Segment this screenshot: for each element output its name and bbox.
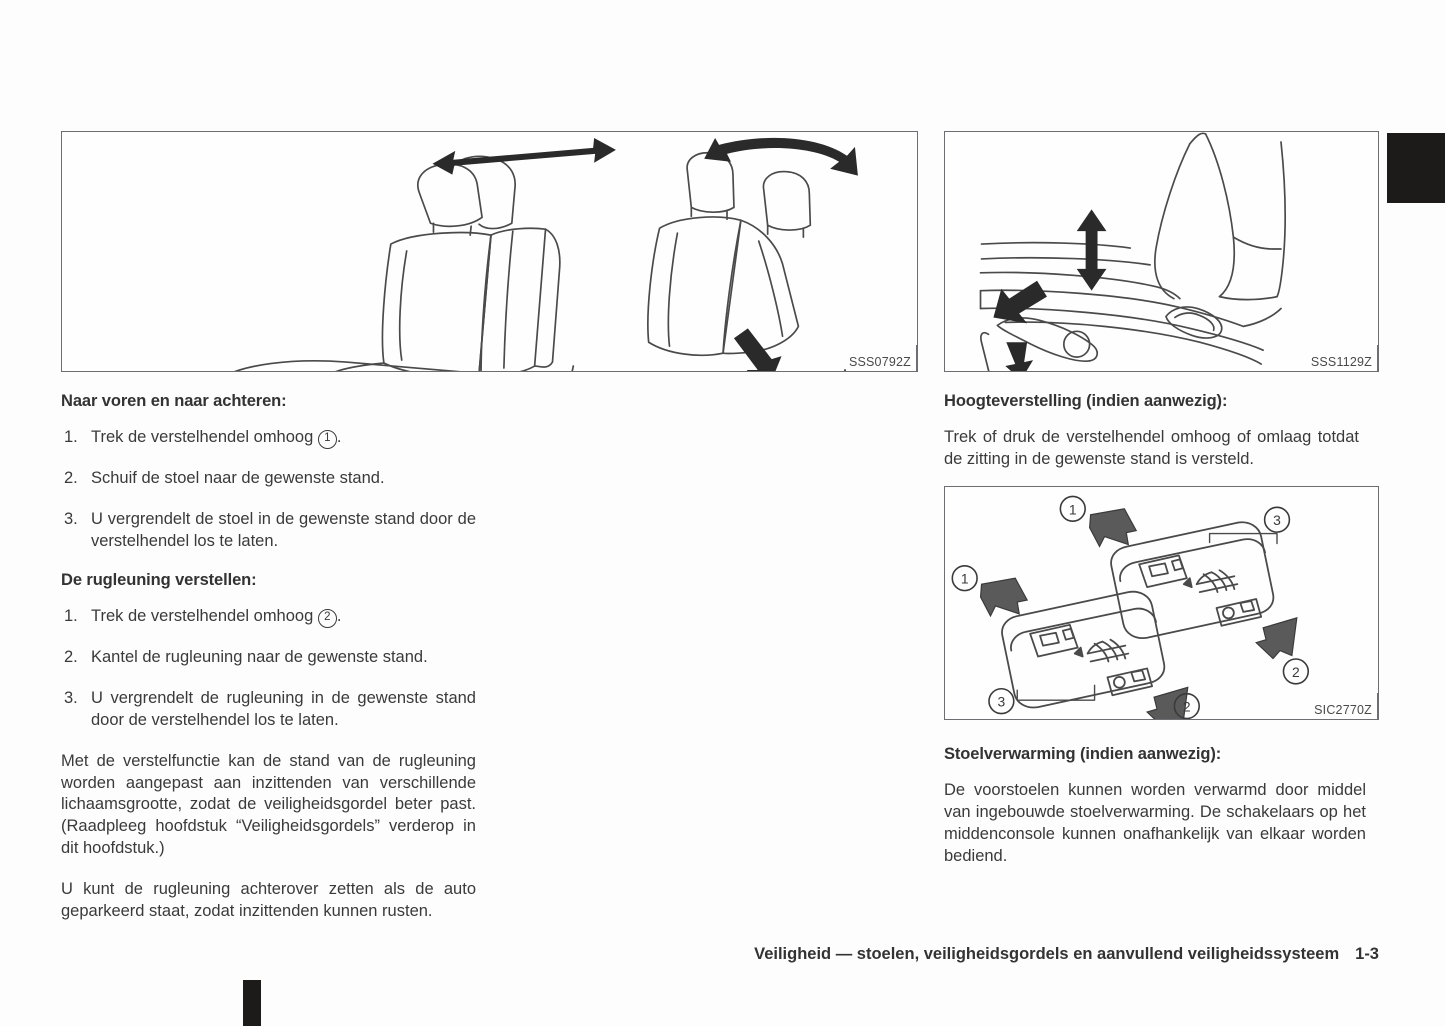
- left-text-column: [61, 392, 476, 923]
- paragraph-recline-explanation: Met de verstelfunctie kan de stand van de rugleuning worden aangepast aan inzittenden van verschillende lichaamsgrootte, zodat de veiligheidsgordel beter past. (Raadpleeg hoofdstuk “Veiligheidsgordels” verderop in dit hoofdstuk.): [61, 751, 476, 858]
- right-text-column-bottom: [944, 745, 1366, 868]
- list-item: [61, 427, 476, 449]
- list-item: [61, 647, 476, 669]
- figure-seat-height: [944, 131, 1379, 372]
- step-number: 2.: [64, 648, 78, 667]
- step-number: 1.: [64, 428, 78, 446]
- svg-text:1: 1: [1068, 501, 1077, 518]
- switch-lower: [1002, 592, 1164, 708]
- step-text: Schuif de stoel naar de gewenste stand.: [91, 469, 385, 487]
- arrow-slide-horizontal: [432, 138, 615, 175]
- arrow-upper-switch-1: [1090, 509, 1137, 547]
- steps-recline: [61, 606, 476, 731]
- figure-seat-heater-switches: [944, 486, 1379, 720]
- arrow-lever-down: [1005, 342, 1033, 371]
- step-text: U vergrendelt de rugleuning in de gewenste stand door de verstelhendel los te laten.: [91, 689, 476, 729]
- arrow-lower-switch-1: [981, 578, 1028, 616]
- step-number: 3.: [64, 689, 78, 708]
- list-item: [61, 509, 476, 553]
- step-text: U vergrendelt de stoel in de gewenste stand door de verstelhendel los te laten.: [91, 509, 476, 550]
- step-text: Trek de verstelhendel omhoog: [91, 428, 318, 446]
- callout-1-lower: [952, 566, 977, 591]
- list-item: [61, 468, 476, 490]
- figure-seat-adjustment: [61, 131, 918, 372]
- figure-code-divider: [1377, 693, 1379, 719]
- step-number: 1.: [64, 607, 78, 626]
- list-item: [61, 606, 476, 628]
- heading-recline: De rugleuning verstellen:: [61, 571, 257, 590]
- step-text-after: .: [336, 428, 342, 446]
- figure-code-divider: [916, 345, 918, 371]
- page-footer: [0, 945, 1379, 964]
- svg-text:1: 1: [960, 570, 969, 587]
- callout-3-lower: [989, 689, 1014, 714]
- heading-forward-backward: Naar voren en naar achteren:: [61, 392, 287, 410]
- arrow-upper-switch-2: [1256, 618, 1297, 659]
- arrow-recline-curved: [704, 138, 858, 176]
- paragraph-recline-rest: U kunt de rugleuning achterover zetten als de auto geparkeerd staat, zodat inzittenden kunnen rusten.: [61, 880, 476, 921]
- svg-text:2: 2: [1291, 663, 1300, 680]
- figure-code-seat-height: SSS1129Z: [1310, 355, 1372, 369]
- paragraph-height-adjustment: Trek of druk de verstelhendel omhoog of omlaag totdat de zitting in de gewenste stand is versteld.: [944, 428, 1359, 468]
- arrow-lever-up: [993, 281, 1047, 324]
- svg-text:2: 2: [1182, 698, 1191, 715]
- callout-ref-2: 2: [318, 609, 337, 628]
- seat-height-illustration: [945, 132, 1378, 371]
- page-number: 1-3: [1355, 945, 1379, 963]
- right-text-column-top: [944, 392, 1359, 471]
- seat-heater-illustration: [945, 487, 1378, 719]
- step-text: Trek de verstelhendel omhoog: [91, 607, 318, 626]
- steps-forward-backward: [61, 427, 476, 552]
- footer-chapter-title: Veiligheid — stoelen, veiligheidsgordels en aanvullend veiligheidssysteem: [754, 945, 1340, 963]
- switch-upper: [1111, 522, 1273, 638]
- arrow-recline-lever: [734, 328, 782, 371]
- step-text-after: .: [336, 607, 342, 626]
- arrow-lower-switch-2: [1147, 687, 1188, 719]
- figure-code-seat-heater: SIC2770Z: [1314, 703, 1372, 717]
- heading-seat-heater: Stoelverwarming (indien aanwezig):: [944, 745, 1222, 763]
- paragraph-seat-heater: De voorstoelen kunnen worden verwarmd door middel van ingebouwde stoelverwarming. De schakelaars op het middenconsole kunnen onafhankelijk van elkaar worden bediend.: [944, 781, 1366, 865]
- svg-text:3: 3: [1273, 512, 1281, 529]
- callout-3-upper: [1265, 507, 1290, 532]
- page-registration-marker: [243, 980, 261, 1026]
- seat-adjustment-illustration: [62, 132, 917, 371]
- step-text: Kantel de rugleuning naar de gewenste stand.: [91, 648, 428, 667]
- chapter-index-tab: [1387, 133, 1445, 203]
- callout-1-upper: [1060, 496, 1085, 521]
- callout-ref-1: 1: [318, 430, 337, 449]
- heading-height-adjustment: Hoogteverstelling (indien aanwezig):: [944, 392, 1228, 410]
- step-number: 2.: [64, 469, 78, 487]
- step-number: 3.: [64, 509, 78, 528]
- svg-text:3: 3: [997, 693, 1006, 710]
- figure-code-seat-adjustment: SSS0792Z: [848, 355, 911, 369]
- figure-code-divider: [1377, 345, 1379, 371]
- list-item: [61, 688, 476, 732]
- callout-2-upper: [1283, 659, 1308, 684]
